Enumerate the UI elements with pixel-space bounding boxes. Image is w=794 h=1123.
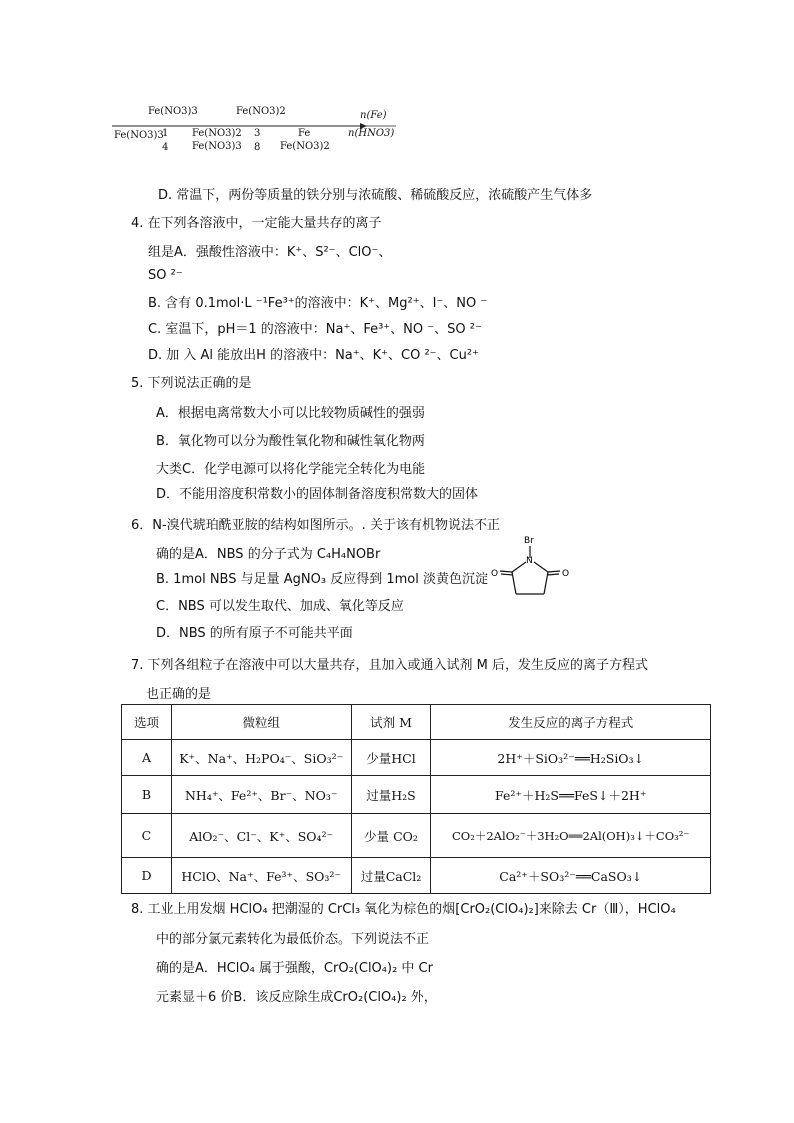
o-atom-left: O <box>491 569 499 579</box>
row-equation: CO₂＋2AlO₂⁻＋3H₂O══2Al(OH)₃↓＋CO₃²⁻ <box>431 814 711 858</box>
axis-label-num: n(Fe) <box>360 110 387 121</box>
table-row <box>122 776 711 814</box>
q7-stem-cont: 也正确的是 <box>146 687 212 702</box>
header-option: 选项 <box>122 705 172 740</box>
row-reagent: 过量CaCl₂ <box>351 858 431 894</box>
top-label-2: Fe(NO3)2 <box>236 106 286 117</box>
row-particles: K⁺、Na⁺、H₂PO₄⁻、SiO₃²⁻ <box>171 740 351 776</box>
n-atom-label: N <box>526 556 533 566</box>
fraction2-num: 3 <box>254 128 261 139</box>
q4-option-a-cont: SO ²⁻ <box>148 268 183 283</box>
row-equation: Ca²⁺＋SO₃²⁻══CaSO₃↓ <box>431 858 711 894</box>
table-header-row <box>122 705 711 740</box>
q5-option-d: D．不能用溶度积常数小的固体制备溶度积常数大的固体 <box>156 487 479 502</box>
row-option: B <box>122 776 172 814</box>
row-reagent: 过量H₂S <box>351 776 431 814</box>
fraction1-den: 4 <box>162 142 169 153</box>
q4-stem: 4. 在下列各溶液中，一定能大量共存的离子 <box>131 216 382 231</box>
q4-option-b: B. 含有 0.1mol·L ⁻¹Fe³⁺的溶液中：K⁺、Mg²⁺、I⁻、NO ⁻ <box>148 296 488 311</box>
bottom-label-3: Fe(NO3)3 <box>192 141 242 152</box>
q6-option-d: D．NBS 的所有原子不可能共平面 <box>156 626 353 641</box>
q5-option-a: A．根据电离常数大小可以比较物质碱性的强弱 <box>156 406 425 421</box>
q5-option-b: B．氧化物可以分为酸性氧化物和碱性氧化物两 <box>156 434 425 449</box>
number-line-figure <box>110 104 410 164</box>
ion-reaction-table <box>121 704 711 894</box>
row-option: C <box>122 814 172 858</box>
row-particles: NH₄⁺、Fe²⁺、Br⁻、NO₃⁻ <box>171 776 351 814</box>
q4-option-c: C. 室温下，pH＝1 的溶液中：Na⁺、Fe³⁺、NO ⁻、SO ²⁻ <box>148 322 482 337</box>
header-particles: 微粒组 <box>171 705 351 740</box>
axis-label-den: n(HNO3) <box>348 128 395 139</box>
bottom-label-5: Fe(NO3)2 <box>280 141 330 152</box>
nbs-structure-diagram <box>482 532 586 618</box>
fraction2-den: 8 <box>254 142 261 153</box>
q6-option-c: C．NBS 可以发生取代、加成、氧化等反应 <box>156 599 404 614</box>
bottom-label-4: Fe <box>298 128 311 139</box>
bottom-label-2: Fe(NO3)2 <box>192 128 242 139</box>
row-equation: 2H⁺＋SiO₃²⁻══H₂SiO₃↓ <box>431 740 711 776</box>
q6-option-b: B. 1mol NBS 与足量 AgNO₃ 反应得到 1mol 淡黄色沉淀 <box>156 572 488 587</box>
row-particles: AlO₂⁻、Cl⁻、K⁺、SO₄²⁻ <box>171 814 351 858</box>
q4-option-d: D. 加 入 Al 能放出H 的溶液中：Na⁺、K⁺、CO ²⁻、Cu²⁺ <box>148 348 479 363</box>
q8-option-a: 确的是A．HClO₄ 属于强酸，CrO₂(ClO₄)₂ 中 Cr <box>156 961 433 976</box>
q7-stem: 7. 下列各组粒子在溶液中可以大量共存，且加入或通入试剂 M 后，发生反应的离子方程式 <box>131 658 649 673</box>
row-option: D <box>122 858 172 894</box>
table-row <box>122 740 711 776</box>
q6-stem: 6．N-溴代琥珀酰亚胺的结构如图所示。. 关于该有机物说法不正 <box>131 518 500 533</box>
q5-stem: 5. 下列说法正确的是 <box>131 376 252 391</box>
q8-option-b: 元素显＋6 价B．该反应除生成CrO₂(ClO₄)₂ 外， <box>156 990 437 1005</box>
header-reagent: 试剂 M <box>351 705 431 740</box>
o-atom-right: O <box>562 569 570 579</box>
q8-stem-cont: 中的部分氯元素转化为最低价态。下列说法不正 <box>156 932 430 947</box>
row-particles: HClO、Na⁺、Fe³⁺、SO₃²⁻ <box>171 858 351 894</box>
q5-option-c: 大类C．化学电源可以将化学能完全转化为电能 <box>156 462 426 477</box>
bottom-label-1: Fe(NO3)3 <box>114 130 164 141</box>
row-option: A <box>122 740 172 776</box>
table-row <box>122 814 711 858</box>
top-label-1: Fe(NO3)3 <box>148 106 198 117</box>
row-equation: Fe²⁺＋H₂S══FeS↓＋2H⁺ <box>431 776 711 814</box>
q6-option-a: 确的是A．NBS 的分子式为 C₄H₄NOBr <box>156 547 381 562</box>
br-atom-label: Br <box>524 536 534 546</box>
q3-option-d: D. 常温下，两份等质量的铁分别与浓硫酸、稀硫酸反应，浓硫酸产生气体多 <box>158 188 593 203</box>
row-reagent: 少量HCl <box>351 740 431 776</box>
q8-stem: 8. 工业上用发烟 HClO₄ 把潮湿的 CrCl₃ 氧化为棕色的烟[CrO₂(ClO₄)₂]来除去 Cr（Ⅲ），HClO₄ <box>131 902 676 917</box>
row-reagent: 少量 CO₂ <box>351 814 431 858</box>
header-equation: 发生反应的离子方程式 <box>431 705 711 740</box>
q4-option-a: 组是A．强酸性溶液中：K⁺、S²⁻、ClO⁻、 <box>148 245 392 260</box>
fraction1-num: 1 <box>162 128 169 139</box>
table-row <box>122 858 711 894</box>
